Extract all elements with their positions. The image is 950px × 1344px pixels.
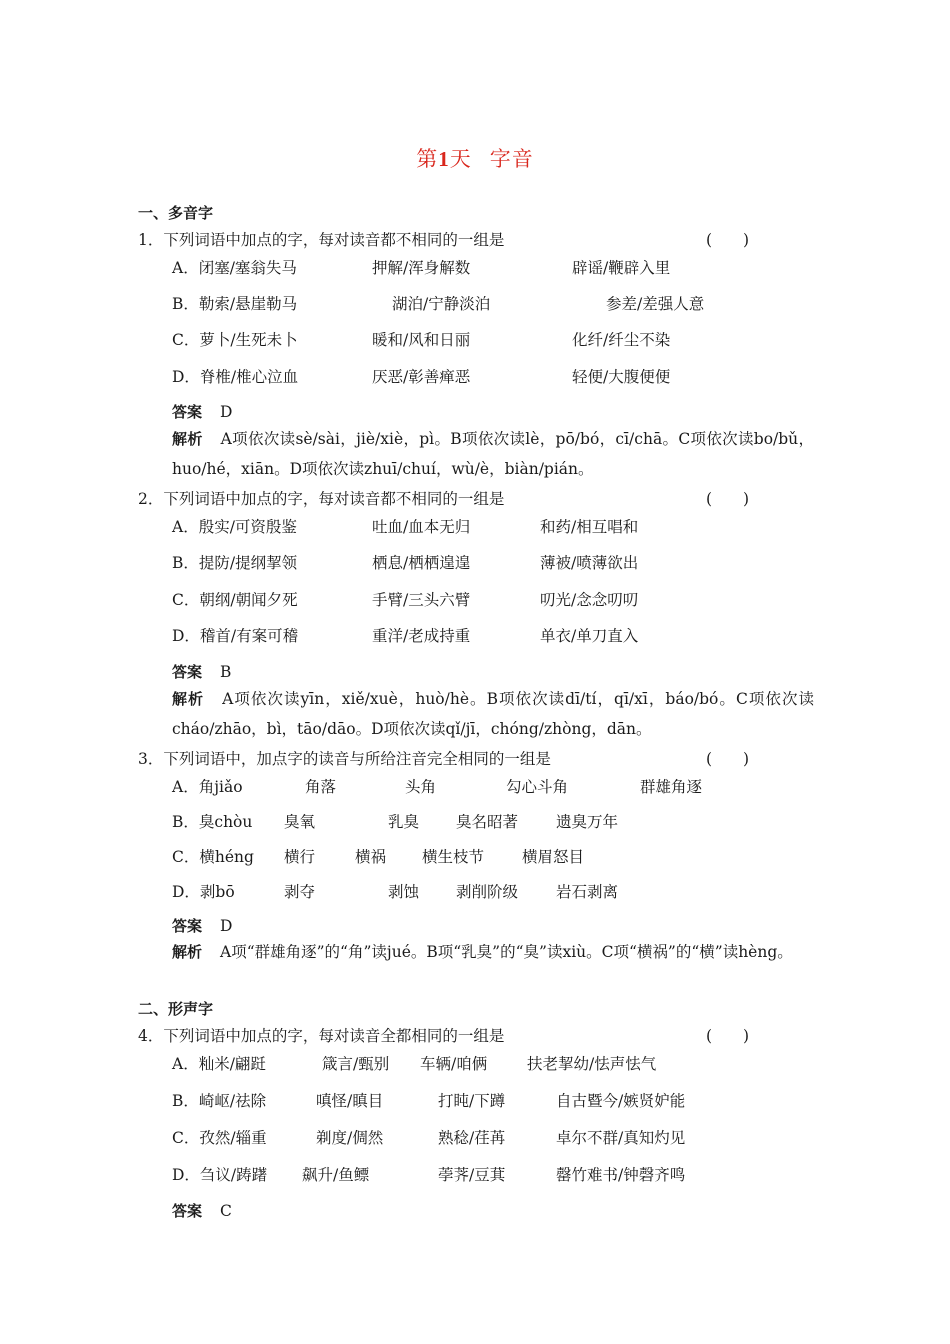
answer-label: 答案 (172, 403, 203, 421)
option-item: 轻便/大腹便便 (572, 368, 671, 386)
answer-line (172, 661, 231, 682)
option-item: C．孜然/辎重 (172, 1129, 267, 1147)
option-item: 扶老挈幼/怯声怯气 (527, 1055, 657, 1073)
analysis-block (172, 424, 814, 484)
answer-value: D (220, 403, 233, 421)
option-item: 乳臭 (388, 813, 420, 831)
option-item: B．崎岖/祛除 (172, 1092, 267, 1110)
analysis-text: A项“群雄角逐”的“角”读jué。B项“乳臭”的“臭”读xiù。C项“横祸”的“横”读hèng。 (220, 943, 793, 961)
option-item: 打盹/下蹲 (438, 1092, 506, 1110)
option-item: D．稽首/有案可稽 (172, 627, 299, 645)
option-item: 罄竹难书/钟磬齐鸣 (556, 1166, 686, 1184)
option-item: 吐血/血本无归 (372, 518, 471, 536)
option-item: 剥夺 (284, 883, 316, 901)
option-item: C．朝纲/朝闻夕死 (172, 591, 298, 609)
answer-bracket: ( ) (706, 1027, 750, 1045)
option-item: 辟谣/鞭辟入里 (572, 259, 671, 277)
option-item: D．脊椎/椎心泣血 (172, 368, 299, 386)
option-item: 箴言/甄别 (322, 1055, 390, 1073)
option-item: 暖和/风和日丽 (372, 331, 471, 349)
option-item: 剥削阶级 (456, 883, 519, 901)
answer-line (172, 401, 232, 422)
analysis-text: A项依次读sè/sài，jiè/xiè，pì。B项依次读lè，pō/bó，cī/chā。C项依次读bo/bǔ，huo/hé，xiān。D项依次读zhuī/chuí，wù/è，biàn/pián。 (172, 430, 814, 478)
option-item: 湖泊/宁静淡泊 (392, 295, 491, 313)
option-item: 横眉怒目 (522, 848, 585, 866)
analysis-block (172, 937, 814, 967)
analysis-block (172, 684, 814, 744)
option-item: 群雄角逐 (640, 778, 703, 796)
answer-value: B (220, 663, 232, 681)
answer-bracket: ( ) (706, 231, 750, 249)
option-item: C．萝卜/生死未卜 (172, 331, 298, 349)
answer-bracket: ( ) (706, 490, 750, 508)
option-item: 臭名昭著 (456, 813, 519, 831)
option-item: B．臭chòu (172, 813, 253, 831)
option-item: 横行 (284, 848, 316, 866)
question-stem: 4．下列词语中加点的字，每对读音全都相同的一组是 (138, 1027, 505, 1045)
option-item: 押解/浑身解数 (372, 259, 471, 277)
option-item: A．角jiǎo (172, 778, 243, 796)
option-item: 重洋/老成持重 (372, 627, 471, 645)
answer-label: 答案 (172, 663, 203, 681)
option-item: C．横héng (172, 848, 254, 866)
option-item: 岩石剥离 (556, 883, 619, 901)
option-item: 横生枝节 (422, 848, 485, 866)
option-item: 臭氧 (284, 813, 316, 831)
option-item: 单衣/单刀直入 (540, 627, 639, 645)
section-heading: 一、多音字 (138, 204, 214, 222)
option-item: 厌恶/彰善瘅恶 (372, 368, 471, 386)
option-item: 横祸 (355, 848, 387, 866)
option-item: A．殷实/可资殷鉴 (172, 518, 297, 536)
analysis-label: 解析 (172, 430, 203, 448)
option-item: 车辆/咱俩 (420, 1055, 488, 1073)
option-item: 熟稔/荏苒 (438, 1129, 506, 1147)
option-item: 头角 (405, 778, 437, 796)
question-stem: 3．下列词语中，加点字的读音与所给注音完全相同的一组是 (138, 750, 551, 768)
option-item: 嗔怪/瞋目 (316, 1092, 384, 1110)
answer-line (172, 915, 232, 936)
option-item: 栖息/栖栖遑遑 (372, 554, 471, 572)
option-item: 剥蚀 (388, 883, 420, 901)
option-item: 角落 (305, 778, 337, 796)
option-item: 自古暨今/嫉贤妒能 (556, 1092, 686, 1110)
page-title: 第1天 字音 (416, 147, 534, 171)
option-item: 勾心斗角 (506, 778, 569, 796)
option-item: B．勒索/悬崖勒马 (172, 295, 298, 313)
section-heading: 二、形声字 (138, 1000, 214, 1018)
option-item: D．刍议/踌躇 (172, 1166, 268, 1184)
answer-label: 答案 (172, 1202, 203, 1220)
analysis-label: 解析 (172, 690, 205, 708)
answer-value: D (220, 917, 233, 935)
question-stem: 1．下列词语中加点的字，每对读音都不相同的一组是 (138, 231, 505, 249)
analysis-label: 解析 (172, 943, 203, 961)
option-item: D．剥bō (172, 883, 235, 901)
answer-value: C (220, 1202, 232, 1220)
answer-bracket: ( ) (706, 750, 750, 768)
question-stem: 2．下列词语中加点的字，每对读音都不相同的一组是 (138, 490, 505, 508)
option-item: 和药/相互唱和 (540, 518, 639, 536)
option-item: 手臂/三头六臂 (372, 591, 471, 609)
option-item: A．籼米/翩跹 (172, 1055, 266, 1073)
option-item: 剃度/倜然 (316, 1129, 384, 1147)
option-item: 化纤/纤尘不染 (572, 331, 671, 349)
option-item: A．闭塞/塞翁失马 (172, 259, 297, 277)
option-item: 飙升/鱼鳔 (302, 1166, 370, 1184)
option-item: 卓尔不群/真知灼见 (556, 1129, 686, 1147)
option-item: 遗臭万年 (556, 813, 619, 831)
option-item: 叨光/念念叨叨 (540, 591, 639, 609)
option-item: 参差/差强人意 (606, 295, 705, 313)
answer-label: 答案 (172, 917, 203, 935)
option-item: B．提防/提纲挈领 (172, 554, 298, 572)
option-item: 荸荠/豆萁 (438, 1166, 506, 1184)
answer-line (172, 1200, 232, 1221)
option-item: 薄被/喷薄欲出 (540, 554, 639, 572)
analysis-text: A项依次读yīn，xiě/xuè，huò/hè。B项依次读dī/tí，qī/xī，báo/bó。C项依次读cháo/zhāo，bì，tāo/dāo。D项依次读qǐ/jī，chóng/zhòng，dān。 (172, 690, 814, 738)
